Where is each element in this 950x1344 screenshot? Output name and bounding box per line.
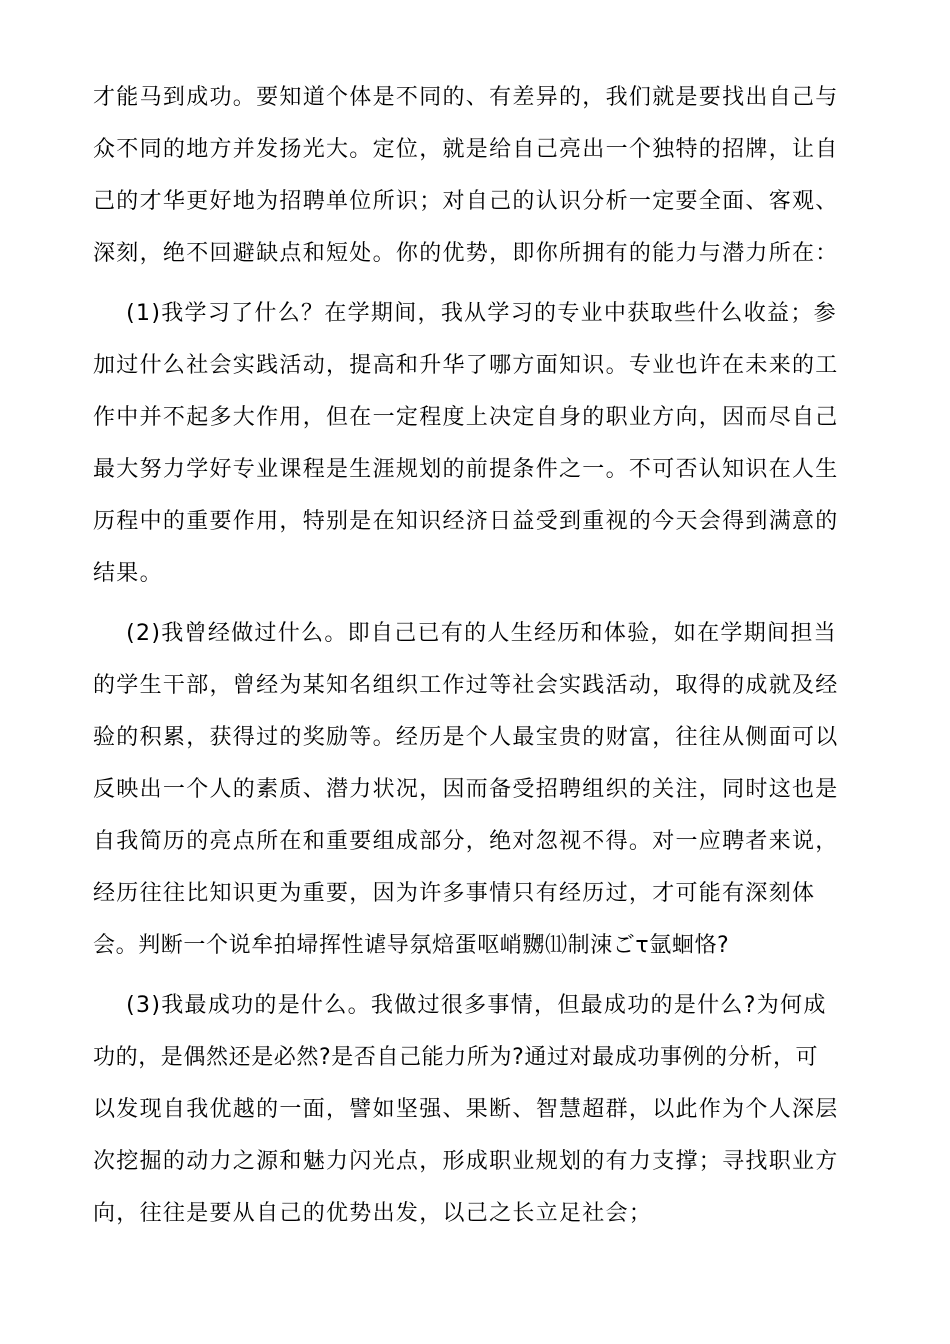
text-line: 深刻，绝不回避缺点和短处。你的优势，即你所拥有的能力与潜力所在： [93,241,839,266]
text-line: 会。判断一个说牟拍埽挥性谑导氛焙蛋呕峭嬲⑾制涑ごτ氩蛔恪? [93,933,730,958]
text-line: 历程中的重要作用，特别是在知识经济日益受到重视的今天会得到满意的 [93,509,839,534]
text-line: 经历往往比知识更为重要，因为许多事情只有经历过，才可能有深刻体 [93,881,816,906]
paragraph-item-3 [93,980,863,1240]
paragraph-item-2 [93,608,863,972]
text-line: 向，往往是要从自己的优势出发，以己之长立足社会； [93,1201,653,1226]
text-line: 的学生干部，曾经为某知名组织工作过等社会实践活动，取得的成就及经 [93,673,839,698]
text-line: 众不同的地方并发扬光大。定位，就是给自己亮出一个独特的招牌，让自 [93,137,839,162]
paragraph-intro [93,72,863,280]
document-body [93,72,863,1240]
text-line: 结果。 [93,561,163,586]
text-line: 功的，是偶然还是必然?是否自己能力所为?通过对最成功事例的分析，可 [93,1045,819,1070]
text-line: 作中并不起多大作用，但在一定程度上决定自身的职业方向，因而尽自己 [93,405,839,430]
text-line: (2)我曾经做过什么。即自己已有的人生经历和体验，如在学期间担当 [93,621,837,646]
text-line: 次挖掘的动力之源和魅力闪光点，形成职业规划的有力支撑；寻找职业方 [93,1149,839,1174]
text-line: 最大努力学好专业课程是生涯规划的前提条件之一。不可否认知识在人生 [93,457,839,482]
text-line: (1)我学习了什么？在学期间，我从学习的专业中获取些什么收益；参 [93,301,837,326]
text-line: 己的才华更好地为招聘单位所识；对自己的认识分析一定要全面、客观、 [93,189,839,214]
text-line: 反映出一个人的素质、潜力状况，因而备受招聘组织的关注，同时这也是 [93,777,839,802]
text-line: 才能马到成功。要知道个体是不同的、有差异的，我们就是要找出自己与 [93,85,839,110]
text-line: (3)我最成功的是什么。我做过很多事情，但最成功的是什么?为何成 [93,993,827,1018]
text-line: 验的积累，获得过的奖励等。经历是个人最宝贵的财富，往往从侧面可以 [93,725,839,750]
text-line: 以发现自我优越的一面，譬如坚强、果断、智慧超群，以此作为个人深层 [93,1097,839,1122]
paragraph-item-1 [93,288,863,600]
text-line: 加过什么社会实践活动，提高和升华了哪方面知识。专业也许在未来的工 [93,353,839,378]
text-line: 自我简历的亮点所在和重要组成部分，绝对忽视不得。对一应聘者来说， [93,829,839,854]
